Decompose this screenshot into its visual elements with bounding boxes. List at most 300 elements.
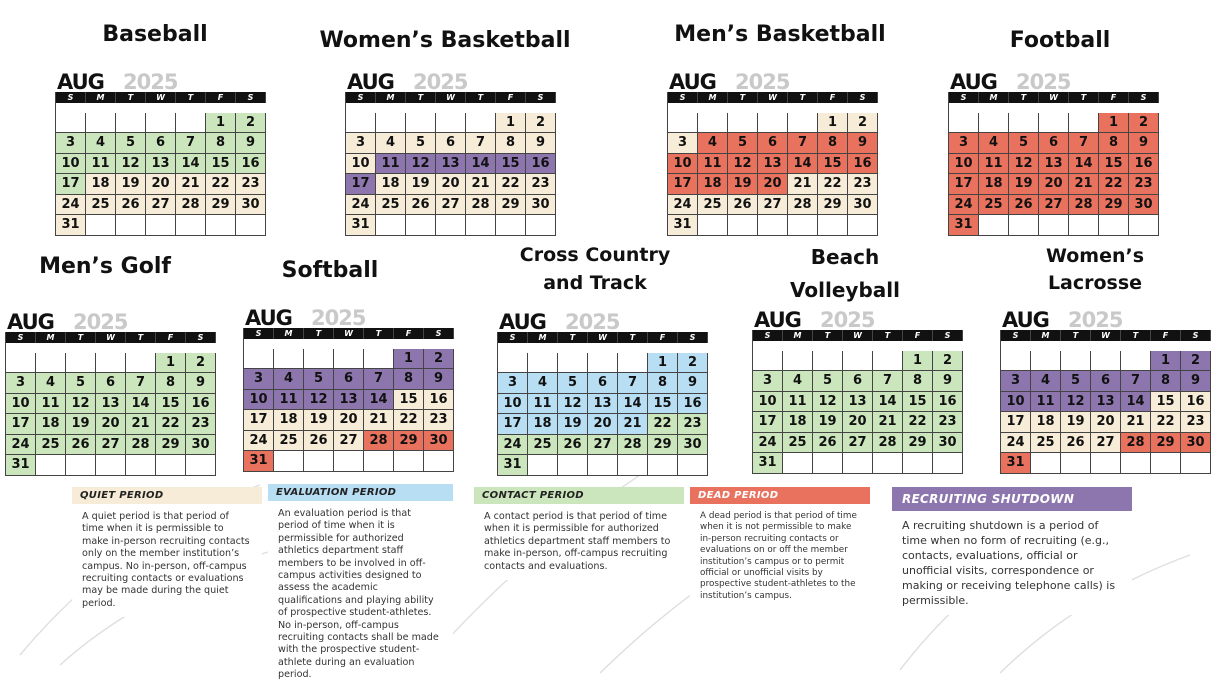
weekday-header: T bbox=[558, 332, 588, 343]
empty-cell bbox=[1031, 351, 1061, 372]
day-cell: 12 bbox=[406, 154, 436, 175]
day-cell: 8 bbox=[903, 371, 933, 392]
day-cell: 31 bbox=[244, 451, 274, 472]
empty-cell bbox=[788, 215, 818, 236]
day-cell: 8 bbox=[1151, 371, 1181, 392]
weekday-header: W bbox=[1091, 330, 1121, 341]
day-cell: 13 bbox=[843, 392, 873, 413]
calendar-grid bbox=[345, 92, 555, 236]
empty-cell bbox=[873, 453, 903, 474]
weekday-header: T bbox=[1069, 92, 1099, 103]
year-label: 2025 bbox=[311, 306, 366, 330]
day-cell: 27 bbox=[1091, 433, 1121, 454]
empty-cell bbox=[783, 351, 813, 372]
day-cell: 6 bbox=[96, 373, 126, 394]
day-cell: 15 bbox=[903, 392, 933, 413]
weekday-header: T bbox=[873, 330, 903, 341]
day-cell: 12 bbox=[1061, 392, 1091, 413]
day-cell: 4 bbox=[528, 373, 558, 394]
calendar-grid bbox=[752, 330, 962, 474]
day-cell: 6 bbox=[1091, 371, 1121, 392]
day-cell: 1 bbox=[1099, 113, 1129, 134]
day-cell: 18 bbox=[376, 174, 406, 195]
day-cell: 25 bbox=[36, 435, 66, 456]
day-cell: 1 bbox=[1151, 351, 1181, 372]
day-cell: 26 bbox=[116, 195, 146, 216]
calendar-grid bbox=[1000, 330, 1210, 474]
day-cell: 24 bbox=[244, 431, 274, 452]
day-cell: 14 bbox=[1069, 154, 1099, 175]
day-cell: 29 bbox=[156, 435, 186, 456]
day-cell: 27 bbox=[758, 195, 788, 216]
day-cell: 18 bbox=[86, 174, 116, 195]
day-cell: 5 bbox=[1061, 371, 1091, 392]
empty-cell bbox=[1031, 453, 1061, 474]
day-cell: 9 bbox=[678, 373, 708, 394]
empty-cell bbox=[436, 113, 466, 134]
day-cell: 11 bbox=[528, 394, 558, 415]
day-cell: 4 bbox=[979, 133, 1009, 154]
day-cell: 29 bbox=[648, 435, 678, 456]
empty-cell bbox=[244, 349, 274, 370]
empty-cell bbox=[843, 453, 873, 474]
calendar-grid bbox=[55, 92, 265, 236]
day-cell: 8 bbox=[394, 369, 424, 390]
day-cell: 6 bbox=[1039, 133, 1069, 154]
day-cell: 7 bbox=[788, 133, 818, 154]
weekday-header: M bbox=[698, 92, 728, 103]
day-cell: 14 bbox=[788, 154, 818, 175]
empty-cell bbox=[1009, 215, 1039, 236]
day-cell: 16 bbox=[236, 154, 266, 175]
day-cell: 9 bbox=[236, 133, 266, 154]
day-cell: 29 bbox=[903, 433, 933, 454]
empty-cell bbox=[6, 353, 36, 374]
day-cell: 22 bbox=[648, 414, 678, 435]
day-cell: 17 bbox=[6, 414, 36, 435]
day-cell: 21 bbox=[176, 174, 206, 195]
weekday-header: S bbox=[244, 328, 274, 339]
day-cell: 3 bbox=[6, 373, 36, 394]
empty-cell bbox=[1091, 351, 1121, 372]
empty-cell bbox=[406, 113, 436, 134]
day-cell: 18 bbox=[698, 174, 728, 195]
day-cell: 8 bbox=[496, 133, 526, 154]
day-cell: 31 bbox=[1001, 453, 1031, 474]
day-cell: 17 bbox=[56, 174, 86, 195]
day-cell: 23 bbox=[933, 412, 963, 433]
empty-cell bbox=[588, 353, 618, 374]
day-cell: 25 bbox=[979, 195, 1009, 216]
empty-cell bbox=[346, 113, 376, 134]
empty-cell bbox=[528, 455, 558, 476]
month-label: AUG bbox=[1002, 308, 1049, 332]
empty-cell bbox=[588, 455, 618, 476]
day-cell: 2 bbox=[933, 351, 963, 372]
day-cell: 23 bbox=[1129, 174, 1159, 195]
weekday-header: T bbox=[126, 332, 156, 343]
day-cell: 22 bbox=[496, 174, 526, 195]
day-cell: 22 bbox=[156, 414, 186, 435]
calendar-grid bbox=[5, 332, 215, 476]
empty-cell bbox=[698, 113, 728, 134]
day-cell: 14 bbox=[618, 394, 648, 415]
empty-cell bbox=[753, 351, 783, 372]
day-cell: 31 bbox=[346, 215, 376, 236]
day-cell: 21 bbox=[364, 410, 394, 431]
day-cell: 19 bbox=[116, 174, 146, 195]
day-cell: 12 bbox=[304, 390, 334, 411]
calendar-womens-lacrosse bbox=[1000, 308, 1210, 474]
day-cell: 29 bbox=[394, 431, 424, 452]
legend-quiet-title: QUIET PERIOD bbox=[72, 487, 262, 504]
day-cell: 8 bbox=[1099, 133, 1129, 154]
empty-cell bbox=[334, 451, 364, 472]
weekday-header: F bbox=[394, 328, 424, 339]
weekday-header: W bbox=[96, 332, 126, 343]
day-cell: 4 bbox=[274, 369, 304, 390]
weekday-header: T bbox=[364, 328, 394, 339]
day-cell: 19 bbox=[1009, 174, 1039, 195]
day-cell: 7 bbox=[176, 133, 206, 154]
day-cell: 7 bbox=[1069, 133, 1099, 154]
calendar-header bbox=[1000, 308, 1210, 332]
day-cell: 13 bbox=[334, 390, 364, 411]
day-cell: 18 bbox=[1031, 412, 1061, 433]
day-cell: 30 bbox=[1129, 195, 1159, 216]
day-cell: 28 bbox=[1069, 195, 1099, 216]
empty-cell bbox=[558, 455, 588, 476]
day-cell: 7 bbox=[466, 133, 496, 154]
day-cell: 27 bbox=[843, 433, 873, 454]
empty-cell bbox=[1091, 453, 1121, 474]
day-cell: 16 bbox=[526, 154, 556, 175]
day-cell: 13 bbox=[1039, 154, 1069, 175]
day-cell: 1 bbox=[206, 113, 236, 134]
day-cell: 24 bbox=[56, 195, 86, 216]
day-cell: 26 bbox=[728, 195, 758, 216]
empty-cell bbox=[933, 453, 963, 474]
day-cell: 1 bbox=[156, 353, 186, 374]
day-cell: 28 bbox=[788, 195, 818, 216]
empty-cell bbox=[36, 353, 66, 374]
day-cell: 21 bbox=[618, 414, 648, 435]
day-cell: 1 bbox=[648, 353, 678, 374]
year-label: 2025 bbox=[1068, 308, 1123, 332]
day-cell: 4 bbox=[698, 133, 728, 154]
weekday-header: T bbox=[66, 332, 96, 343]
day-cell: 28 bbox=[466, 195, 496, 216]
day-cell: 27 bbox=[588, 435, 618, 456]
day-cell: 29 bbox=[1099, 195, 1129, 216]
day-cell: 20 bbox=[436, 174, 466, 195]
day-cell: 14 bbox=[126, 394, 156, 415]
title-womens-lacrosse: Women’s Lacrosse bbox=[1045, 245, 1145, 294]
day-cell: 24 bbox=[753, 433, 783, 454]
day-cell: 25 bbox=[274, 431, 304, 452]
day-cell: 24 bbox=[1001, 433, 1031, 454]
day-cell: 10 bbox=[949, 154, 979, 175]
day-cell: 3 bbox=[1001, 371, 1031, 392]
day-cell: 12 bbox=[813, 392, 843, 413]
legend-evaluation-period bbox=[268, 484, 453, 689]
calendar-softball bbox=[243, 306, 453, 472]
weekday-header: S bbox=[424, 328, 454, 339]
month-label: AUG bbox=[57, 70, 104, 94]
weekday-header: W bbox=[1039, 92, 1069, 103]
title-baseball: Baseball bbox=[102, 22, 208, 47]
weekday-header: F bbox=[1151, 330, 1181, 341]
day-cell: 14 bbox=[873, 392, 903, 413]
empty-cell bbox=[274, 451, 304, 472]
empty-cell bbox=[436, 215, 466, 236]
empty-cell bbox=[528, 353, 558, 374]
day-cell: 12 bbox=[1009, 154, 1039, 175]
empty-cell bbox=[96, 353, 126, 374]
day-cell: 29 bbox=[1151, 433, 1181, 454]
day-cell: 30 bbox=[678, 435, 708, 456]
day-cell: 5 bbox=[304, 369, 334, 390]
day-cell: 15 bbox=[648, 394, 678, 415]
day-cell: 28 bbox=[126, 435, 156, 456]
empty-cell bbox=[376, 113, 406, 134]
day-cell: 10 bbox=[6, 394, 36, 415]
title-softball: Softball bbox=[281, 258, 379, 283]
day-cell: 18 bbox=[979, 174, 1009, 195]
empty-cell bbox=[304, 451, 334, 472]
empty-cell bbox=[558, 353, 588, 374]
empty-cell bbox=[788, 113, 818, 134]
day-cell: 25 bbox=[698, 195, 728, 216]
weekday-header: F bbox=[648, 332, 678, 343]
empty-cell bbox=[1129, 215, 1159, 236]
day-cell: 18 bbox=[274, 410, 304, 431]
empty-cell bbox=[334, 349, 364, 370]
weekday-header: S bbox=[526, 92, 556, 103]
empty-cell bbox=[116, 215, 146, 236]
empty-cell bbox=[364, 349, 394, 370]
calendar-football bbox=[948, 70, 1158, 236]
weekday-header: M bbox=[528, 332, 558, 343]
day-cell: 25 bbox=[528, 435, 558, 456]
day-cell: 24 bbox=[498, 435, 528, 456]
day-cell: 17 bbox=[949, 174, 979, 195]
calendar-mens-basketball bbox=[667, 70, 877, 236]
day-cell: 31 bbox=[498, 455, 528, 476]
day-cell: 15 bbox=[1099, 154, 1129, 175]
empty-cell bbox=[1009, 113, 1039, 134]
day-cell: 19 bbox=[558, 414, 588, 435]
day-cell: 26 bbox=[1061, 433, 1091, 454]
day-cell: 16 bbox=[678, 394, 708, 415]
day-cell: 3 bbox=[346, 133, 376, 154]
day-cell: 2 bbox=[236, 113, 266, 134]
day-cell: 20 bbox=[334, 410, 364, 431]
day-cell: 16 bbox=[424, 390, 454, 411]
day-cell: 22 bbox=[206, 174, 236, 195]
day-cell: 9 bbox=[1181, 371, 1211, 392]
day-cell: 27 bbox=[146, 195, 176, 216]
legend-recruiting-shutdown bbox=[892, 487, 1132, 615]
empty-cell bbox=[376, 215, 406, 236]
day-cell: 22 bbox=[1151, 412, 1181, 433]
weekday-header: F bbox=[1099, 92, 1129, 103]
weekday-header: S bbox=[753, 330, 783, 341]
calendar-header bbox=[55, 70, 265, 94]
empty-cell bbox=[126, 353, 156, 374]
day-cell: 21 bbox=[126, 414, 156, 435]
day-cell: 28 bbox=[873, 433, 903, 454]
day-cell: 10 bbox=[244, 390, 274, 411]
day-cell: 2 bbox=[526, 113, 556, 134]
empty-cell bbox=[1061, 351, 1091, 372]
year-label: 2025 bbox=[413, 70, 468, 94]
calendar-grid bbox=[243, 328, 453, 472]
day-cell: 12 bbox=[66, 394, 96, 415]
day-cell: 12 bbox=[116, 154, 146, 175]
legend-contact-title: CONTACT PERIOD bbox=[474, 487, 684, 504]
day-cell: 20 bbox=[1091, 412, 1121, 433]
day-cell: 11 bbox=[36, 394, 66, 415]
day-cell: 5 bbox=[66, 373, 96, 394]
day-cell: 20 bbox=[588, 414, 618, 435]
empty-cell bbox=[406, 215, 436, 236]
day-cell: 23 bbox=[236, 174, 266, 195]
day-cell: 7 bbox=[873, 371, 903, 392]
empty-cell bbox=[813, 351, 843, 372]
day-cell: 15 bbox=[156, 394, 186, 415]
title-mens-basketball: Men’s Basketball bbox=[674, 22, 886, 47]
weekday-header: S bbox=[848, 92, 878, 103]
empty-cell bbox=[66, 353, 96, 374]
day-cell: 30 bbox=[1181, 433, 1211, 454]
day-cell: 5 bbox=[728, 133, 758, 154]
day-cell: 23 bbox=[526, 174, 556, 195]
day-cell: 2 bbox=[848, 113, 878, 134]
calendar-womens-basketball bbox=[345, 70, 555, 236]
day-cell: 9 bbox=[526, 133, 556, 154]
day-cell: 27 bbox=[334, 431, 364, 452]
day-cell: 21 bbox=[1069, 174, 1099, 195]
calendar-header bbox=[667, 70, 877, 94]
weekday-header: F bbox=[903, 330, 933, 341]
weekday-header: S bbox=[56, 92, 86, 103]
day-cell: 16 bbox=[933, 392, 963, 413]
month-label: AUG bbox=[754, 308, 801, 332]
day-cell: 2 bbox=[1129, 113, 1159, 134]
year-label: 2025 bbox=[123, 70, 178, 94]
weekday-header: F bbox=[206, 92, 236, 103]
day-cell: 15 bbox=[496, 154, 526, 175]
day-cell: 6 bbox=[758, 133, 788, 154]
day-cell: 5 bbox=[558, 373, 588, 394]
weekday-header: T bbox=[176, 92, 206, 103]
calendar-grid bbox=[497, 332, 707, 476]
day-cell: 19 bbox=[813, 412, 843, 433]
day-cell: 11 bbox=[274, 390, 304, 411]
day-cell: 11 bbox=[376, 154, 406, 175]
day-cell: 5 bbox=[813, 371, 843, 392]
day-cell: 19 bbox=[406, 174, 436, 195]
empty-cell bbox=[783, 453, 813, 474]
empty-cell bbox=[466, 113, 496, 134]
day-cell: 22 bbox=[903, 412, 933, 433]
day-cell: 28 bbox=[618, 435, 648, 456]
day-cell: 27 bbox=[436, 195, 466, 216]
empty-cell bbox=[1039, 113, 1069, 134]
day-cell: 6 bbox=[146, 133, 176, 154]
weekday-header: M bbox=[36, 332, 66, 343]
day-cell: 7 bbox=[126, 373, 156, 394]
day-cell: 29 bbox=[206, 195, 236, 216]
day-cell: 14 bbox=[364, 390, 394, 411]
day-cell: 13 bbox=[1091, 392, 1121, 413]
year-label: 2025 bbox=[73, 310, 128, 334]
empty-cell bbox=[818, 215, 848, 236]
day-cell: 20 bbox=[146, 174, 176, 195]
legend-contact-text: A contact period is that period of time when it is permissible for authorized athletics department staff members to make in-person, off-campus recruiting contacts and evaluations. bbox=[474, 504, 684, 580]
day-cell: 7 bbox=[618, 373, 648, 394]
day-cell: 24 bbox=[949, 195, 979, 216]
weekday-header: M bbox=[1031, 330, 1061, 341]
calendar-mens-golf bbox=[5, 310, 215, 476]
day-cell: 31 bbox=[753, 453, 783, 474]
day-cell: 9 bbox=[424, 369, 454, 390]
day-cell: 6 bbox=[843, 371, 873, 392]
day-cell: 31 bbox=[6, 455, 36, 476]
weekday-header: S bbox=[1181, 330, 1211, 341]
empty-cell bbox=[1121, 453, 1151, 474]
legend-shutdown-title: RECRUITING SHUTDOWN bbox=[892, 487, 1132, 511]
day-cell: 23 bbox=[678, 414, 708, 435]
day-cell: 19 bbox=[304, 410, 334, 431]
day-cell: 19 bbox=[728, 174, 758, 195]
day-cell: 29 bbox=[496, 195, 526, 216]
day-cell: 31 bbox=[949, 215, 979, 236]
weekday-header: T bbox=[813, 330, 843, 341]
day-cell: 28 bbox=[1121, 433, 1151, 454]
empty-cell bbox=[949, 113, 979, 134]
day-cell: 1 bbox=[394, 349, 424, 370]
day-cell: 30 bbox=[848, 195, 878, 216]
day-cell: 2 bbox=[1181, 351, 1211, 372]
empty-cell bbox=[1069, 215, 1099, 236]
empty-cell bbox=[1099, 215, 1129, 236]
day-cell: 4 bbox=[783, 371, 813, 392]
day-cell: 28 bbox=[364, 431, 394, 452]
legend-shutdown-text: A recruiting shutdown is a period of time when no form of recruiting (e.g., contacts, evaluations, official or unofficial visits, correspondence or making or receiving telephone calls) is permissible. bbox=[892, 511, 1132, 615]
day-cell: 16 bbox=[848, 154, 878, 175]
day-cell: 2 bbox=[186, 353, 216, 374]
day-cell: 9 bbox=[186, 373, 216, 394]
empty-cell bbox=[86, 113, 116, 134]
empty-cell bbox=[1151, 453, 1181, 474]
weekday-header: F bbox=[156, 332, 186, 343]
day-cell: 11 bbox=[698, 154, 728, 175]
day-cell: 3 bbox=[244, 369, 274, 390]
empty-cell bbox=[36, 455, 66, 476]
day-cell: 3 bbox=[498, 373, 528, 394]
day-cell: 30 bbox=[186, 435, 216, 456]
empty-cell bbox=[848, 215, 878, 236]
day-cell: 5 bbox=[116, 133, 146, 154]
calendar-header bbox=[345, 70, 555, 94]
weekday-header: W bbox=[588, 332, 618, 343]
day-cell: 8 bbox=[206, 133, 236, 154]
day-cell: 8 bbox=[818, 133, 848, 154]
day-cell: 27 bbox=[1039, 195, 1069, 216]
day-cell: 21 bbox=[788, 174, 818, 195]
